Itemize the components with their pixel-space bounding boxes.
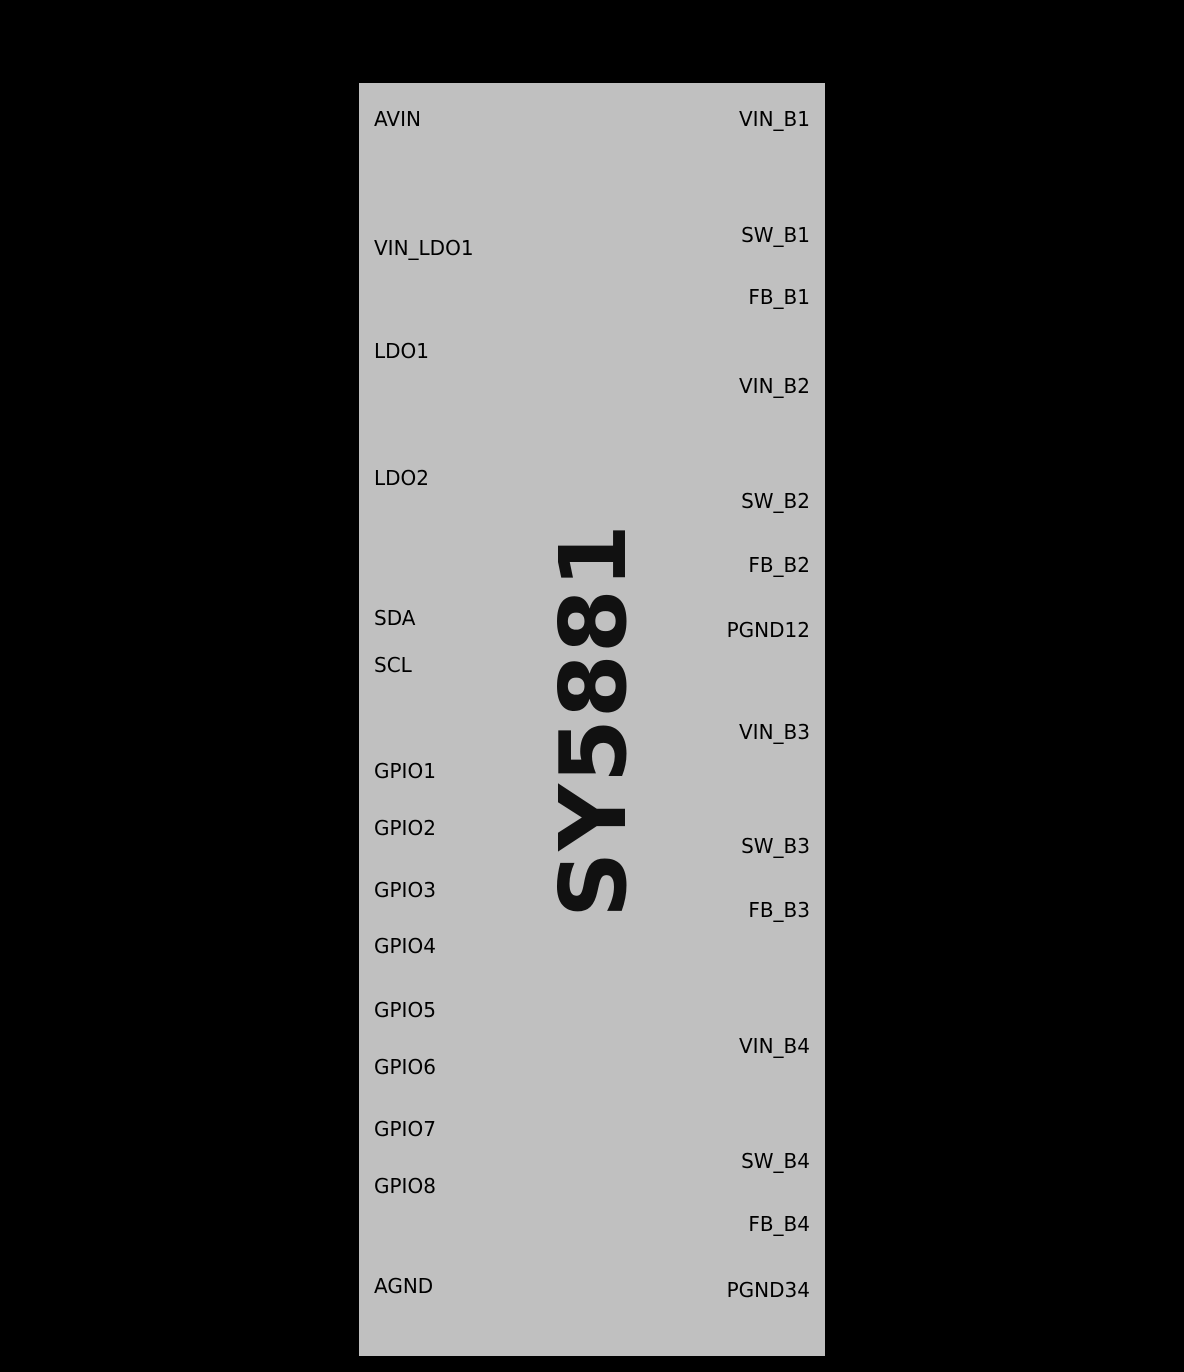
pin-label-ldo2: LDO2 bbox=[374, 466, 430, 490]
pin-label-agnd: AGND bbox=[374, 1274, 434, 1298]
pin-label-fb_b2: FB_B2 bbox=[748, 553, 810, 577]
pin-label-scl: SCL bbox=[374, 653, 412, 677]
pin-label-sw_b1: SW_B1 bbox=[741, 223, 810, 247]
pin-label-gpio6: GPIO6 bbox=[374, 1055, 436, 1079]
pin-label-vin_b4: VIN_B4 bbox=[739, 1034, 810, 1058]
pin-label-fb_b4: FB_B4 bbox=[748, 1212, 810, 1236]
pin-label-fb_b1: FB_B1 bbox=[748, 285, 810, 309]
chip-part-number-text: SY5881 bbox=[539, 523, 647, 918]
pin-label-avin: AVIN bbox=[374, 107, 421, 131]
pin-label-vin_b2: VIN_B2 bbox=[739, 374, 810, 398]
pin-label-gpio4: GPIO4 bbox=[374, 934, 436, 958]
pin-label-ldo1: LDO1 bbox=[374, 339, 430, 363]
pin-label-gpio5: GPIO5 bbox=[374, 998, 436, 1022]
pin-label-sw_b3: SW_B3 bbox=[741, 834, 810, 858]
pin-label-gpio2: GPIO2 bbox=[374, 816, 436, 840]
pin-label-fb_b3: FB_B3 bbox=[748, 898, 810, 922]
pin-label-vin_ldo1: VIN_LDO1 bbox=[374, 236, 474, 260]
pin-label-vin_b3: VIN_B3 bbox=[739, 720, 810, 744]
pin-label-pgnd34: PGND34 bbox=[726, 1278, 810, 1302]
pin-label-gpio8: GPIO8 bbox=[374, 1174, 436, 1198]
pin-label-sw_b2: SW_B2 bbox=[741, 489, 810, 513]
pin-label-sw_b4: SW_B4 bbox=[741, 1149, 810, 1173]
pin-label-sda: SDA bbox=[374, 606, 416, 630]
pin-label-vin_b1: VIN_B1 bbox=[739, 107, 810, 131]
pin-label-gpio7: GPIO7 bbox=[374, 1117, 436, 1141]
pin-label-gpio3: GPIO3 bbox=[374, 878, 436, 902]
pin-label-gpio1: GPIO1 bbox=[374, 759, 436, 783]
pin-label-pgnd12: PGND12 bbox=[726, 618, 810, 642]
